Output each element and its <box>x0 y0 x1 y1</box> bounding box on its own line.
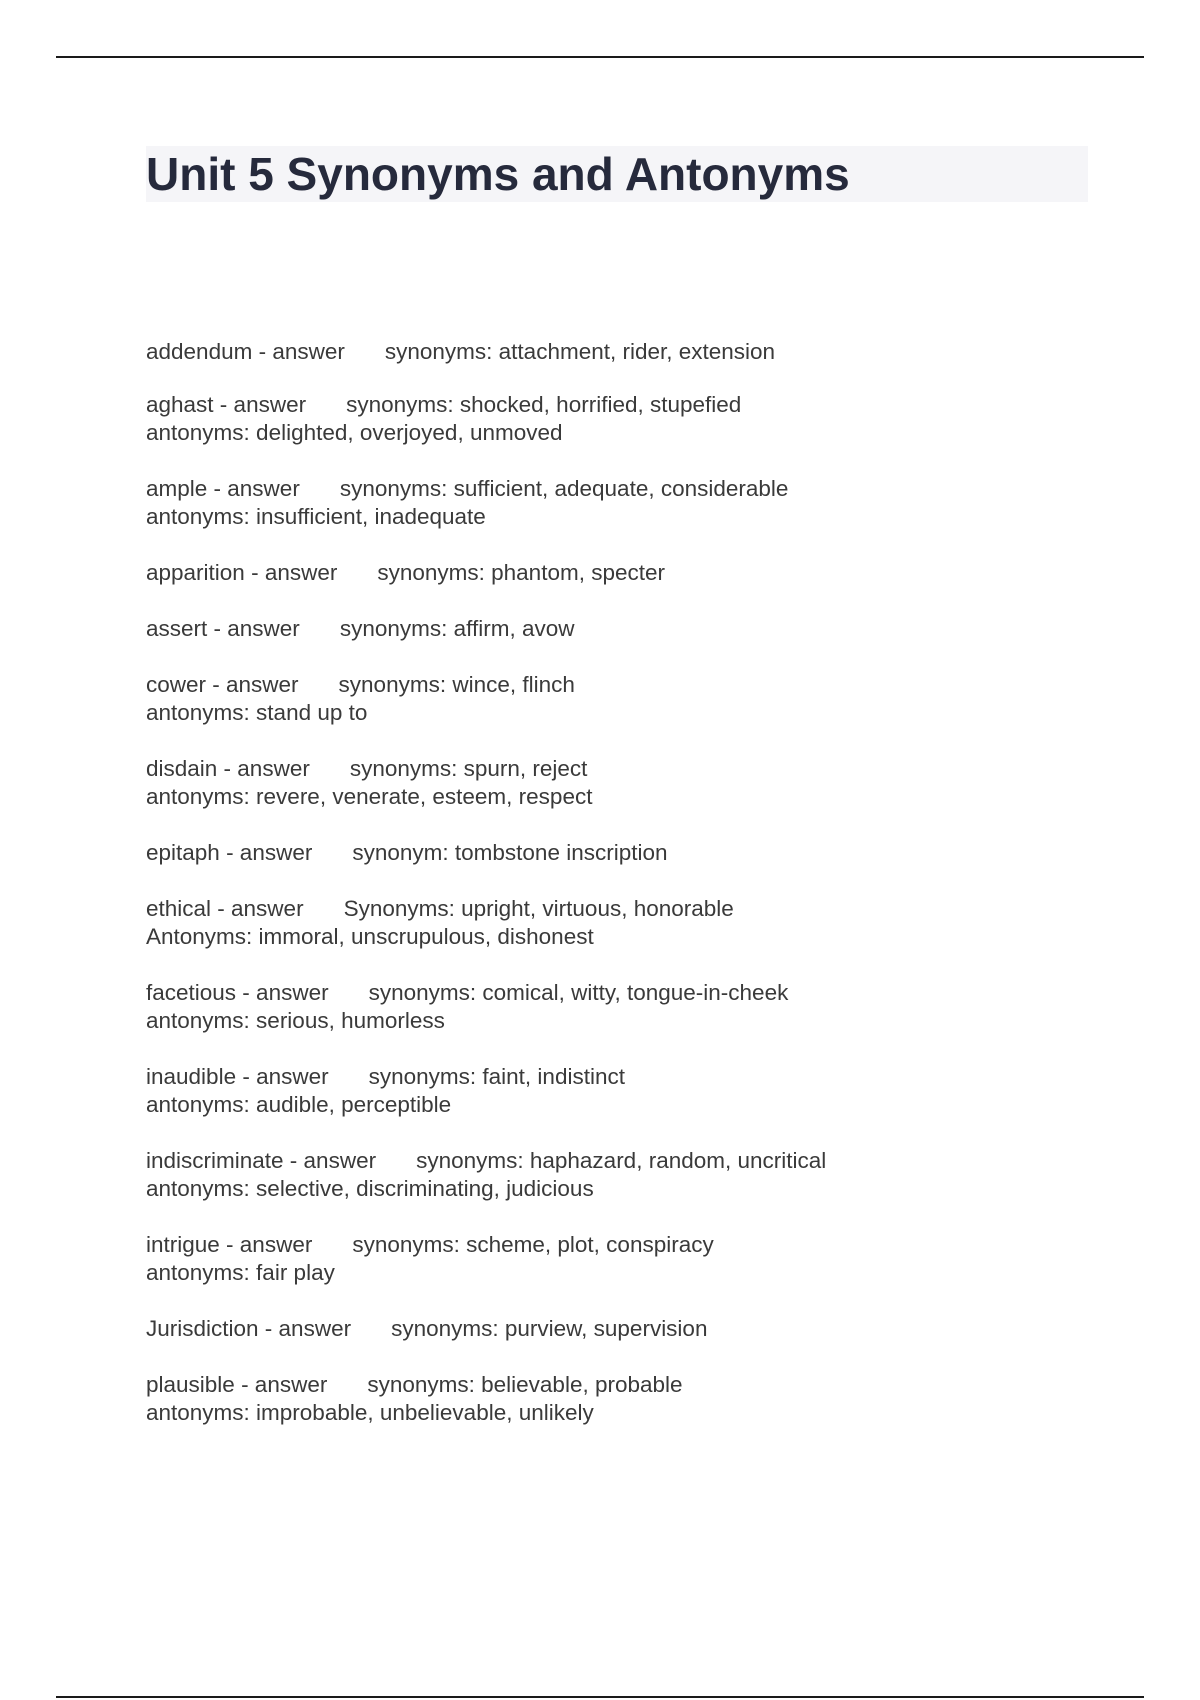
entry-definition: synonyms: shocked, horrified, stupefied <box>346 392 742 417</box>
entry-term: intrigue - answer <box>146 1232 313 1257</box>
entry-definition: synonyms: affirm, avow <box>339 616 575 641</box>
list-item <box>146 559 1106 587</box>
entry-definition: synonyms: wince, flinch <box>338 672 575 697</box>
entry-first-line <box>146 391 1106 419</box>
entry-definition: synonyms: comical, witty, tongue-in-cheek <box>368 980 789 1005</box>
entry-definition: synonyms: haphazard, random, uncritical <box>416 1148 827 1173</box>
entry-definition: synonyms: phantom, specter <box>377 560 665 585</box>
list-item <box>146 1063 1106 1119</box>
entry-definition: synonyms: spurn, reject <box>349 756 588 781</box>
entry-definition: antonyms: delighted, overjoyed, unmoved <box>146 420 563 445</box>
entry-line <box>146 923 1106 951</box>
entry-definition: synonyms: faint, indistinct <box>368 1064 625 1089</box>
entry-term: addendum - answer <box>146 339 345 364</box>
entry-definition: antonyms: improbable, unbelievable, unlikely <box>146 1400 594 1425</box>
entry-term: disdain - answer <box>146 756 310 781</box>
entry-definition: antonyms: audible, perceptible <box>146 1092 452 1117</box>
entry-term: indiscriminate - answer <box>146 1148 377 1173</box>
entry-list <box>146 338 1106 1455</box>
entry-definition: antonyms: revere, venerate, esteem, respect <box>146 784 593 809</box>
list-item <box>146 338 1106 366</box>
entry-term: ethical - answer <box>146 896 304 921</box>
entry-line <box>146 699 1106 727</box>
list-item <box>146 979 1106 1035</box>
entry-term: ample - answer <box>146 476 300 501</box>
header-rule <box>56 56 1144 58</box>
entry-term: aghast - answer <box>146 392 307 417</box>
entry-term: cower - answer <box>146 672 299 697</box>
page-title: Unit 5 Synonyms and Antonyms <box>146 148 850 200</box>
entry-first-line <box>146 979 1106 1007</box>
entry-definition: synonyms: attachment, rider, extension <box>384 339 776 364</box>
entry-first-line <box>146 475 1106 503</box>
entry-line <box>146 1399 1106 1427</box>
entry-definition: antonyms: fair play <box>146 1260 335 1285</box>
entry-definition: synonyms: purview, supervision <box>391 1316 708 1341</box>
entry-term: facetious - answer <box>146 980 329 1005</box>
list-item <box>146 895 1106 951</box>
entry-first-line <box>146 1315 1106 1343</box>
entry-definition: synonym: tombstone inscription <box>352 840 668 865</box>
entry-first-line <box>146 1231 1106 1259</box>
entry-first-line <box>146 615 1106 643</box>
entry-term: plausible - answer <box>146 1372 328 1397</box>
entry-line <box>146 1007 1106 1035</box>
entry-term: epitaph - answer <box>146 840 313 865</box>
entry-term: assert - answer <box>146 616 300 641</box>
list-item <box>146 839 1106 867</box>
entry-line <box>146 783 1106 811</box>
entry-definition: antonyms: serious, humorless <box>146 1008 445 1033</box>
entry-definition: synonyms: sufficient, adequate, considerable <box>339 476 789 501</box>
list-item <box>146 1231 1106 1287</box>
entry-definition: Antonyms: immoral, unscrupulous, dishonest <box>146 924 594 949</box>
footer-rule <box>56 1696 1144 1698</box>
entry-first-line <box>146 839 1106 867</box>
entry-first-line <box>146 559 1106 587</box>
entry-definition: synonyms: scheme, plot, conspiracy <box>352 1232 714 1257</box>
entry-definition: antonyms: insufficient, inadequate <box>146 504 486 529</box>
entry-term: Jurisdiction - answer <box>146 1316 352 1341</box>
entry-first-line <box>146 755 1106 783</box>
list-item <box>146 391 1106 447</box>
entry-first-line <box>146 1371 1106 1399</box>
entry-first-line <box>146 895 1106 923</box>
entry-line <box>146 1175 1106 1203</box>
entry-line <box>146 1091 1106 1119</box>
entry-line <box>146 503 1106 531</box>
entry-line <box>146 419 1106 447</box>
entry-first-line <box>146 1063 1106 1091</box>
list-item <box>146 1371 1106 1427</box>
list-item <box>146 671 1106 727</box>
list-item <box>146 615 1106 643</box>
entry-definition: Synonyms: upright, virtuous, honorable <box>343 896 734 921</box>
entry-first-line <box>146 338 1106 366</box>
entry-first-line <box>146 671 1106 699</box>
entry-first-line <box>146 1147 1106 1175</box>
entry-definition: synonyms: believable, probable <box>367 1372 683 1397</box>
entry-definition: antonyms: stand up to <box>146 700 368 725</box>
entry-term: inaudible - answer <box>146 1064 329 1089</box>
entry-line <box>146 1259 1106 1287</box>
list-item <box>146 755 1106 811</box>
entry-definition: antonyms: selective, discriminating, judicious <box>146 1176 594 1201</box>
list-item <box>146 1147 1106 1203</box>
list-item <box>146 475 1106 531</box>
entry-term: apparition - answer <box>146 560 338 585</box>
list-item <box>146 1315 1106 1343</box>
